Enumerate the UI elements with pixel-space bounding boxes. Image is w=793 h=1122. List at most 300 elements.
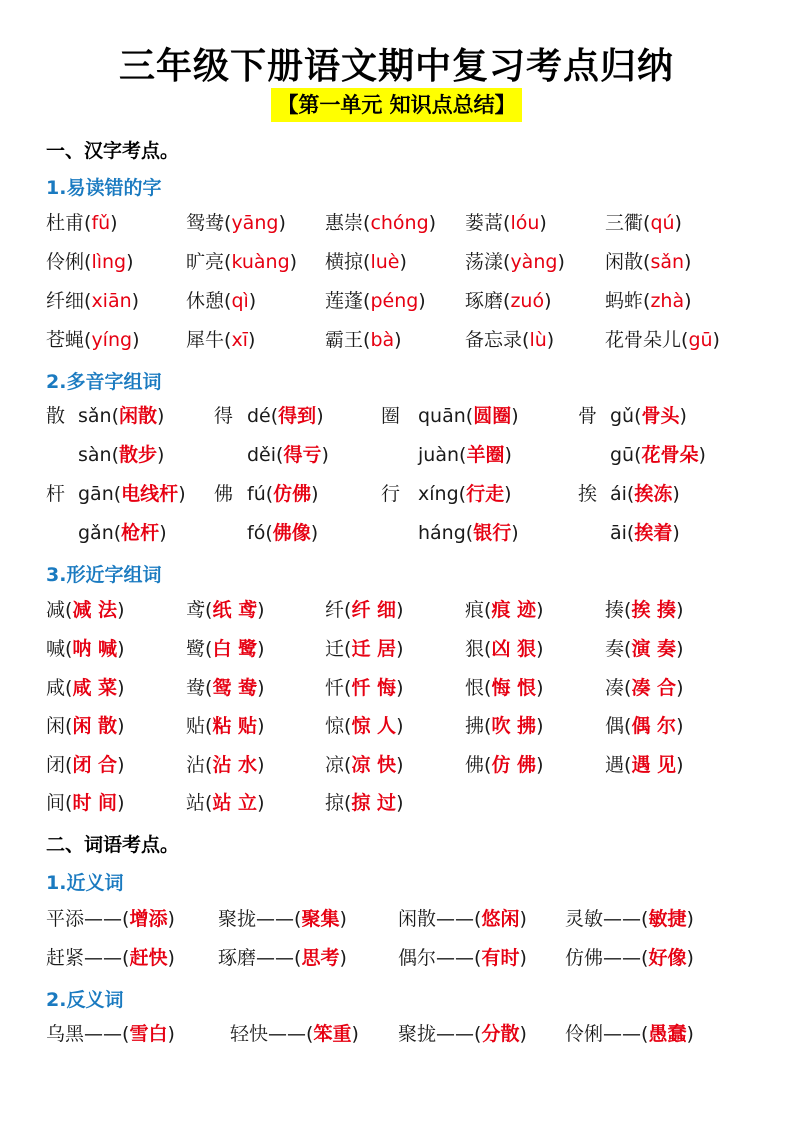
poly-reading <box>247 521 318 545</box>
pinyin: gū <box>610 444 635 466</box>
paren: ( <box>626 483 635 505</box>
char: 揍 <box>605 599 625 621</box>
paren: ) <box>396 638 404 660</box>
compound-word: 吹 拂 <box>491 715 537 737</box>
paren: ) <box>117 599 125 621</box>
word: 霸王 <box>325 329 364 351</box>
similar-item <box>465 598 543 622</box>
paren: ) <box>676 638 684 660</box>
char: 闲 <box>46 715 66 737</box>
pinyin: gān <box>78 483 114 505</box>
pinyin: ái <box>610 483 627 505</box>
char: 减 <box>46 599 66 621</box>
paren: ( <box>205 792 213 814</box>
char: 鸢 <box>186 599 206 621</box>
paren: ) <box>248 290 257 312</box>
char: 鸯 <box>186 677 206 699</box>
similar-item <box>325 753 403 777</box>
paren: ( <box>484 638 492 660</box>
synonym-item <box>46 946 175 970</box>
paren: ) <box>676 677 684 699</box>
paren: ( <box>503 212 511 234</box>
compound-word: 行走 <box>466 483 505 505</box>
dash: —— <box>436 1023 475 1045</box>
poly-reading <box>418 521 519 545</box>
pinyin: lóu <box>510 212 540 234</box>
poly-reading <box>418 482 512 506</box>
paren: ) <box>672 522 680 544</box>
antonym: 笨重 <box>313 1023 352 1045</box>
pinyin: fó <box>247 522 266 544</box>
similar-item <box>46 637 124 661</box>
misread-item <box>465 289 552 313</box>
misread-item <box>186 250 297 274</box>
paren: ) <box>546 329 555 351</box>
paren: ) <box>310 522 319 544</box>
compound-word: 仿佛 <box>273 483 312 505</box>
paren: ) <box>339 947 347 969</box>
misread-item <box>46 250 134 274</box>
paren: ( <box>84 212 92 234</box>
poly-reading <box>418 443 512 467</box>
paren: ( <box>113 522 122 544</box>
word: 休憩 <box>186 290 225 312</box>
paren: ( <box>205 638 213 660</box>
misread-item <box>465 211 547 235</box>
poly-reading <box>78 443 164 467</box>
dash: —— <box>603 1023 642 1045</box>
pinyin: děi <box>247 444 277 466</box>
paren: ( <box>643 251 651 273</box>
paren: ( <box>474 947 482 969</box>
paren: ) <box>257 638 265 660</box>
char: 佛 <box>465 754 485 776</box>
compound-word: 遇 见 <box>631 754 677 776</box>
paren: ( <box>465 405 474 427</box>
char: 恨 <box>465 677 485 699</box>
synonym-item <box>46 907 175 931</box>
compound-word: 凉 快 <box>351 754 397 776</box>
char: 咸 <box>46 677 66 699</box>
pinyin: qú <box>650 212 675 234</box>
paren: ) <box>396 599 404 621</box>
paren: ( <box>122 908 130 930</box>
paren: ) <box>504 444 512 466</box>
poly-reading <box>247 482 319 506</box>
synonyms-heading: 1.近义词 <box>46 872 124 894</box>
similar-item <box>465 753 543 777</box>
synonym: 悠闲 <box>481 908 520 930</box>
paren: ) <box>247 329 256 351</box>
compound-word: 羊圈 <box>466 444 505 466</box>
word: 纤细 <box>46 290 85 312</box>
char: 迁 <box>325 638 345 660</box>
char: 掠 <box>325 792 345 814</box>
paren: ) <box>257 754 265 776</box>
misread-item <box>605 289 692 313</box>
dash: —— <box>84 1023 123 1045</box>
paren: ( <box>205 715 213 737</box>
misread-item <box>325 211 436 235</box>
paren: ( <box>65 677 73 699</box>
paren: ( <box>465 522 474 544</box>
pinyin: gǎn <box>78 522 114 544</box>
poly-reading <box>610 482 680 506</box>
word: 灵敏 <box>565 908 604 930</box>
paren: ) <box>418 290 426 312</box>
compound-word: 纸 鸢 <box>212 599 258 621</box>
misread-item <box>46 211 118 235</box>
word: 赶紧 <box>46 947 85 969</box>
paren: ( <box>681 329 689 351</box>
word: 琢磨 <box>218 947 257 969</box>
synonym: 有时 <box>481 947 520 969</box>
pinyin: gǔ <box>610 405 635 427</box>
antonym-item <box>565 1022 694 1046</box>
poly-reading <box>78 521 167 545</box>
synonym: 赶快 <box>129 947 168 969</box>
subtitle-wrap <box>0 88 793 122</box>
compound-word: 挨 揍 <box>631 599 677 621</box>
paren: ( <box>344 677 352 699</box>
similar-item <box>186 791 264 815</box>
paren: ( <box>484 677 492 699</box>
paren: ) <box>539 212 547 234</box>
paren: ( <box>624 638 632 660</box>
word: 聚拢 <box>398 1023 437 1045</box>
misread-item <box>46 289 139 313</box>
word: 平添 <box>46 908 85 930</box>
poly-reading <box>418 404 519 428</box>
dash: —— <box>256 908 295 930</box>
paren: ( <box>65 599 73 621</box>
pinyin: xī <box>231 329 248 351</box>
paren: ( <box>484 715 492 737</box>
dash: —— <box>256 947 295 969</box>
paren: ) <box>511 405 519 427</box>
paren: ) <box>157 405 165 427</box>
part2-heading: 2.多音字组词 <box>46 371 162 393</box>
word: 旷亮 <box>186 251 225 273</box>
paren: ) <box>157 444 165 466</box>
paren: ( <box>624 754 632 776</box>
compound-word: 花骨朵 <box>641 444 699 466</box>
poly-reading <box>247 404 324 428</box>
paren: ) <box>396 754 404 776</box>
paren: ) <box>339 908 347 930</box>
paren: ( <box>626 522 635 544</box>
similar-item <box>465 676 543 700</box>
misread-item <box>325 328 402 352</box>
char: 鹭 <box>186 638 206 660</box>
paren: ( <box>484 754 492 776</box>
misread-item <box>465 328 554 352</box>
compound-word: 银行 <box>473 522 512 544</box>
paren: ( <box>265 483 274 505</box>
word: 闲散 <box>605 251 644 273</box>
paren: ) <box>396 677 404 699</box>
similar-item <box>186 676 264 700</box>
word: 惠崇 <box>325 212 364 234</box>
paren: ( <box>122 1023 130 1045</box>
misread-item <box>325 289 426 313</box>
compound-word: 挨着 <box>634 522 673 544</box>
poly-char: 挨 <box>578 483 598 505</box>
poly-char: 佛 <box>214 483 234 505</box>
compound-word: 站 立 <box>212 792 258 814</box>
synonym-item <box>398 946 527 970</box>
paren: ( <box>306 1023 314 1045</box>
paren: ) <box>519 1023 527 1045</box>
char: 凑 <box>605 677 625 699</box>
dash: —— <box>603 947 642 969</box>
compound-word: 挨冻 <box>634 483 673 505</box>
word: 伶俐 <box>565 1023 604 1045</box>
compound-word: 闲散 <box>119 405 158 427</box>
antonym: 愚蠢 <box>648 1023 687 1045</box>
compound-word: 惊 人 <box>351 715 397 737</box>
compound-word: 沾 水 <box>212 754 258 776</box>
pinyin: sàn <box>78 444 112 466</box>
compound-word: 演 奏 <box>631 638 677 660</box>
paren: ) <box>321 444 329 466</box>
paren: ( <box>634 405 642 427</box>
compound-word: 圆圈 <box>473 405 512 427</box>
paren: ( <box>641 908 649 930</box>
compound-word: 咸 菜 <box>72 677 118 699</box>
antonyms-heading: 2.反义词 <box>46 989 124 1011</box>
compound-word: 鸳 鸯 <box>212 677 258 699</box>
paren: ( <box>84 251 92 273</box>
paren: ) <box>686 947 694 969</box>
similar-item <box>605 753 683 777</box>
section2-heading: 二、词语考点。 <box>46 834 180 856</box>
compound-word: 闲 散 <box>72 715 118 737</box>
paren: ( <box>344 792 352 814</box>
compound-word: 散步 <box>119 444 158 466</box>
poly-char-cell <box>578 482 597 506</box>
pinyin: āi <box>610 522 627 544</box>
pinyin: péng <box>370 290 419 312</box>
pinyin: lìng <box>91 251 127 273</box>
poly-reading <box>247 443 329 467</box>
dash: —— <box>436 947 475 969</box>
compound-word: 骨头 <box>641 405 680 427</box>
paren: ( <box>484 599 492 621</box>
word: 伶俐 <box>46 251 85 273</box>
similar-item <box>46 598 124 622</box>
char: 狠 <box>465 638 485 660</box>
paren: ) <box>311 483 319 505</box>
char: 偶 <box>605 715 625 737</box>
paren: ) <box>117 792 125 814</box>
pinyin: gū <box>688 329 713 351</box>
similar-item <box>46 753 124 777</box>
antonym-item <box>46 1022 175 1046</box>
synonym-item <box>218 907 347 931</box>
misread-item <box>605 250 691 274</box>
unit-subtitle: 【第一单元 知识点总结】 <box>271 88 521 122</box>
poly-reading <box>610 404 687 428</box>
antonym-item <box>230 1022 359 1046</box>
paren: ) <box>511 522 519 544</box>
char: 喊 <box>46 638 66 660</box>
misread-item <box>46 328 140 352</box>
synonym: 增添 <box>129 908 168 930</box>
dash: —— <box>84 908 123 930</box>
paren: ( <box>205 599 213 621</box>
synonym-item <box>218 946 347 970</box>
paren: ( <box>459 444 467 466</box>
synonym: 聚集 <box>301 908 340 930</box>
paren: ( <box>363 329 371 351</box>
word: 闲散 <box>398 908 437 930</box>
char: 奏 <box>605 638 625 660</box>
pinyin: háng <box>418 522 466 544</box>
synonym: 好像 <box>648 947 687 969</box>
paren: ) <box>257 677 265 699</box>
pinyin: dé <box>247 405 271 427</box>
paren: ( <box>522 329 530 351</box>
compound-word: 得亏 <box>283 444 322 466</box>
pinyin: sǎn <box>78 405 112 427</box>
dash: —— <box>268 1023 307 1045</box>
paren: ) <box>536 599 544 621</box>
paren: ( <box>344 638 352 660</box>
paren: ) <box>396 715 404 737</box>
paren: ( <box>270 405 279 427</box>
similar-item <box>465 714 543 738</box>
paren: ) <box>396 792 404 814</box>
paren: ) <box>278 212 286 234</box>
paren: ( <box>294 947 302 969</box>
word: 鸳鸯 <box>186 212 225 234</box>
word: 杜甫 <box>46 212 85 234</box>
paren: ) <box>131 290 140 312</box>
paren: ) <box>117 754 125 776</box>
char: 闭 <box>46 754 66 776</box>
char: 沾 <box>186 754 206 776</box>
paren: ) <box>536 715 544 737</box>
paren: ) <box>686 908 694 930</box>
similar-item <box>325 714 403 738</box>
compound-word: 仿 佛 <box>491 754 537 776</box>
paren: ) <box>679 405 687 427</box>
poly-char-cell <box>381 404 400 428</box>
paren: ) <box>504 483 512 505</box>
paren: ( <box>111 405 120 427</box>
pinyin: xíng <box>418 483 459 505</box>
pinyin: fǔ <box>91 212 111 234</box>
poly-char-cell <box>381 482 400 506</box>
paren: ) <box>519 908 527 930</box>
antonym: 雪白 <box>129 1023 168 1045</box>
similar-item <box>605 676 683 700</box>
part3-heading: 3.形近字组词 <box>46 564 162 586</box>
paren: ) <box>167 908 175 930</box>
paren: ( <box>122 947 130 969</box>
similar-item <box>465 637 543 661</box>
word: 聚拢 <box>218 908 257 930</box>
paren: ) <box>686 1023 694 1045</box>
synonym-item <box>565 907 694 931</box>
pinyin: yíng <box>91 329 133 351</box>
paren: ) <box>544 290 552 312</box>
poly-char: 行 <box>381 483 401 505</box>
section1-heading: 一、汉字考点。 <box>46 140 180 162</box>
compound-word: 偶 尔 <box>631 715 677 737</box>
paren: ( <box>624 599 632 621</box>
similar-item <box>46 714 124 738</box>
paren: ( <box>224 290 232 312</box>
paren: ) <box>684 251 692 273</box>
synonym: 思考 <box>301 947 340 969</box>
paren: ) <box>126 251 134 273</box>
compound-word: 得到 <box>278 405 317 427</box>
paren: ( <box>641 947 649 969</box>
paren: ) <box>519 947 527 969</box>
char: 间 <box>46 792 66 814</box>
pinyin: zuó <box>510 290 545 312</box>
paren: ) <box>428 212 437 234</box>
paren: ) <box>110 212 118 234</box>
word: 蒌蒿 <box>465 212 504 234</box>
similar-item <box>325 791 403 815</box>
pinyin: juàn <box>418 444 460 466</box>
dash: —— <box>436 908 475 930</box>
similar-item <box>605 637 683 661</box>
pinyin: yàng <box>510 251 558 273</box>
paren: ) <box>117 677 125 699</box>
similar-item <box>186 637 264 661</box>
word: 苍蝇 <box>46 329 85 351</box>
paren: ( <box>111 444 120 466</box>
page-title: 三年级下册语文期中复习考点归纳 <box>118 46 674 87</box>
compound-word: 枪杆 <box>121 522 160 544</box>
paren: ( <box>224 212 232 234</box>
paren: ) <box>712 329 720 351</box>
paren: ( <box>84 290 92 312</box>
paren: ) <box>159 522 167 544</box>
poly-char-cell <box>46 482 65 506</box>
paren: ( <box>205 677 213 699</box>
compound-word: 闭 合 <box>72 754 118 776</box>
char: 贴 <box>186 715 206 737</box>
paren: ) <box>557 251 565 273</box>
pinyin: chóng <box>370 212 429 234</box>
paren: ) <box>536 638 544 660</box>
compound-word: 白 鹭 <box>212 638 258 660</box>
char: 凉 <box>325 754 345 776</box>
poly-reading <box>78 404 164 428</box>
paren: ) <box>117 638 125 660</box>
paren: ) <box>257 792 265 814</box>
part1-heading: 1.易读错的字 <box>46 177 162 199</box>
word: 乌黑 <box>46 1023 85 1045</box>
word: 犀牛 <box>186 329 225 351</box>
poly-reading <box>610 521 680 545</box>
paren: ( <box>634 444 642 466</box>
pinyin: sǎn <box>650 251 685 273</box>
compound-word: 粘 贴 <box>212 715 258 737</box>
misread-item <box>605 211 682 235</box>
paren: ( <box>641 1023 649 1045</box>
paren: ( <box>363 251 371 273</box>
paren: ( <box>224 329 232 351</box>
char: 站 <box>186 792 206 814</box>
pinyin: luè <box>370 251 400 273</box>
similar-item <box>605 598 683 622</box>
